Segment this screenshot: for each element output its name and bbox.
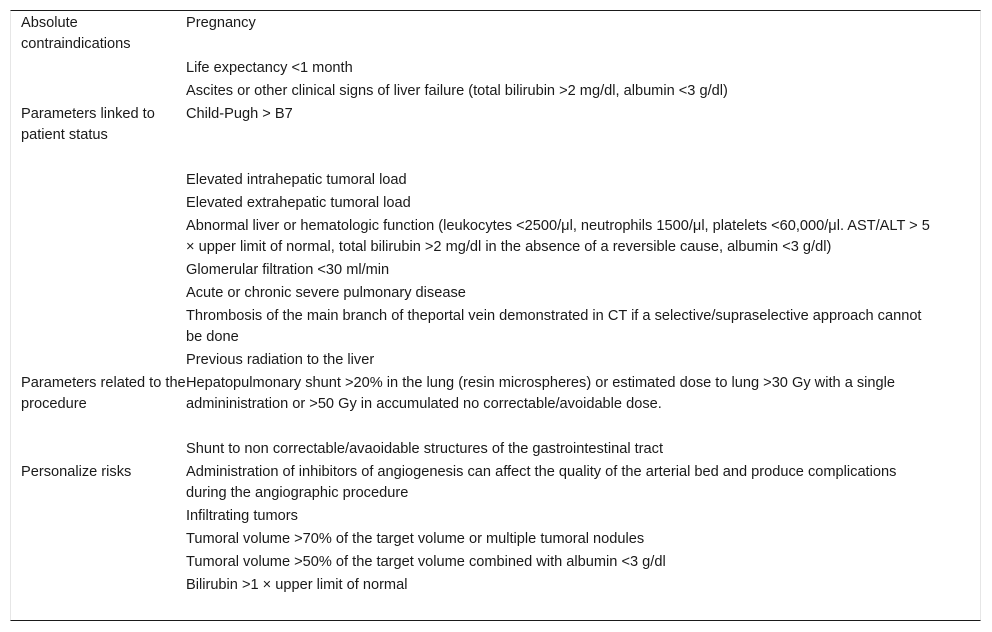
table-cell: Ascites or other clinical signs of liver failure (total bilirubin >2 mg/dl, albumin <3 g/dl) [186,83,728,99]
table-cell: Life expectancy <1 month [186,60,353,76]
table-cell: Abnormal liver or hematologic function (leukocytes <2500/μl, neutrophils 1500/μl, platelets <60,000/μl. AST/ALT > 5 × upper limit of normal, total bilirubin >2 mg/dl in the absence of a reversible cause, albumin <3 g/dl) [186,218,930,255]
contraindications-table [10,10,981,621]
table-cell: Bilirubin >1 × upper limit of normal [186,577,408,593]
table-cell: Infiltrating tumors [186,508,298,524]
table [11,11,980,597]
category-label: Personalize risks [21,464,132,480]
table-cell: Tumoral volume >50% of the target volume combined with albumin <3 g/dl [186,554,666,570]
table-cell: Thrombosis of the main branch of theportal vein demonstrated in CT if a selective/supraselective approach cannot be done [186,308,922,345]
table-cell: Pregnancy [186,15,256,31]
table-cell: Previous radiation to the liver [186,352,375,368]
table-cell: Administration of inhibitors of angiogenesis can affect the quality of the arterial bed and produce complications during the angiographic procedure [186,464,897,501]
table-cell: Hepatopulmonary shunt >20% in the lung (resin microspheres) or estimated dose to lung >30 Gy with a single admininistration or >50 Gy in accumulated no correctable/avoidable dose. [186,375,895,412]
table-cell: Child-Pugh > B7 [186,106,293,122]
table-row [11,11,980,57]
table-cell: Shunt to non correctable/avaoidable structures of the gastrointestinal tract [186,441,664,457]
category-label: Parameters related to the procedure [21,375,186,412]
category-label: Absolute contraindications [21,15,131,52]
table-cell: Elevated intrahepatic tumoral load [186,172,407,188]
category-label: Parameters linked to patient status [21,106,155,143]
table-cell: Glomerular filtration <30 ml/min [186,262,390,278]
table-cell: Tumoral volume >70% of the target volume or multiple tumoral nodules [186,531,645,547]
table-cell: Elevated extrahepatic tumoral load [186,195,411,211]
table-row [11,103,980,169]
table-row [11,372,980,438]
table-row [11,461,980,505]
table-cell: Acute or chronic severe pulmonary disease [186,285,466,301]
